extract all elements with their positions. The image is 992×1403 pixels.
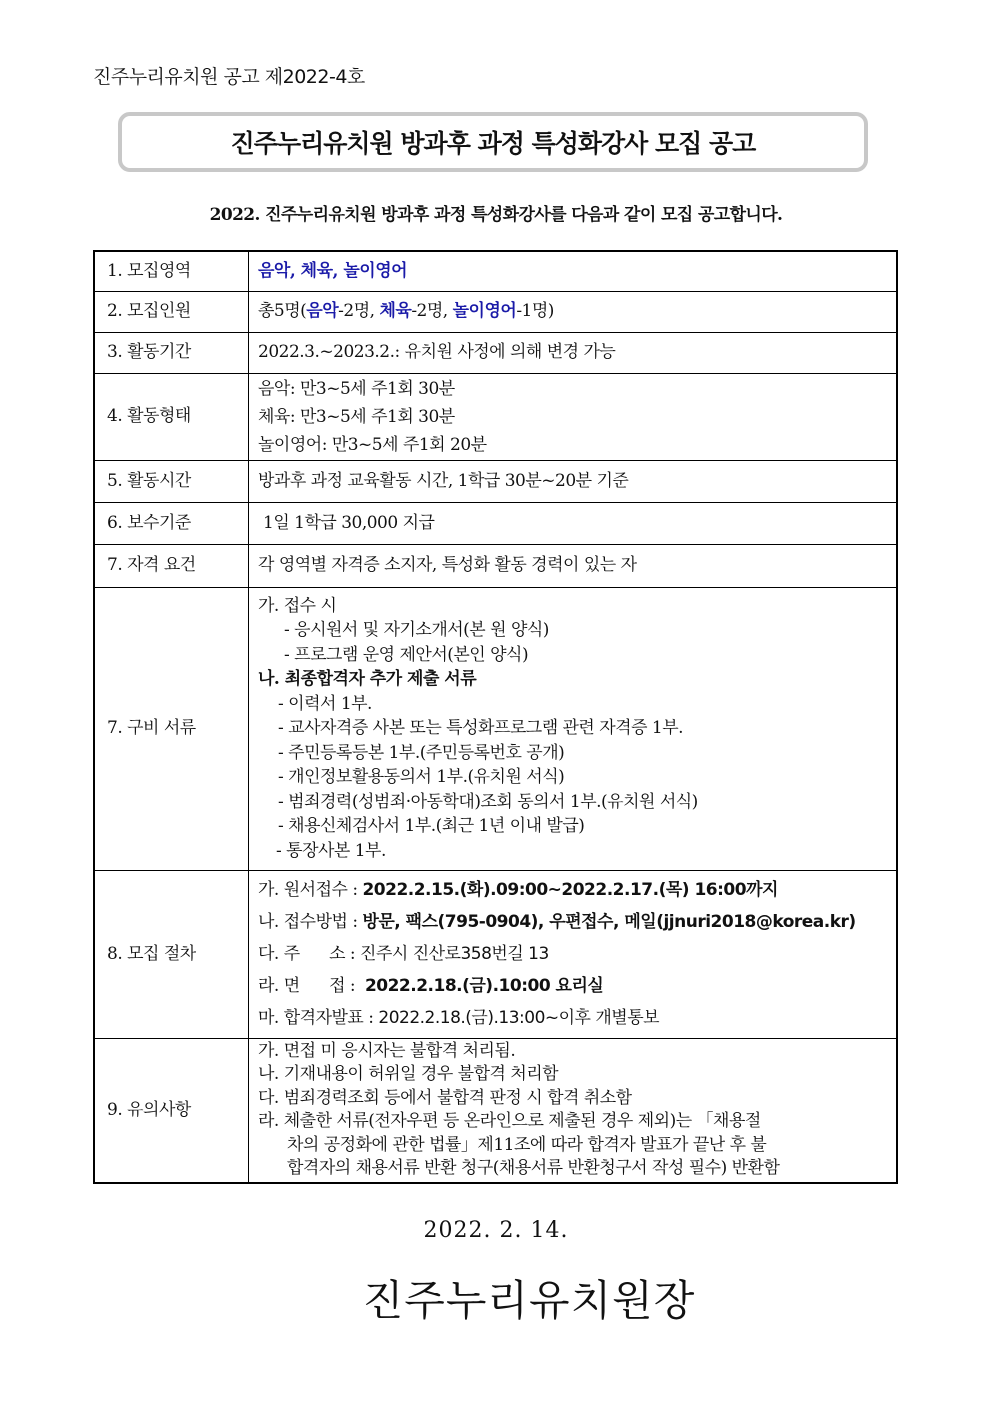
item-value: 진주시 진산로358번길 13: [360, 944, 549, 964]
list-item: 나. 기재내용이 허위일 경우 불합격 처리함: [258, 1064, 559, 1084]
recruit-count: [249, 291, 898, 332]
list-item: 라. 체출한 서류(전자우편 등 온라인으로 제출된 경우 제외)는 「채용절: [258, 1111, 761, 1131]
row-label: 5. 활동시간: [94, 460, 249, 502]
item-value: 2022.2.18.(금).13:00~이후 개별통보: [378, 1008, 660, 1028]
qualifications: 각 영역별 자격증 소지자, 특성화 활동 경력이 있는 자: [249, 544, 898, 587]
list-item: - 주민등록등본 1부.(주민등록번호 공개): [278, 742, 565, 763]
activity-format: [249, 373, 898, 460]
list-item: - 교사자격증 사본 또는 특성화프로그램 관련 자격증 1부.: [278, 718, 684, 739]
text-segment: -1명): [516, 301, 554, 322]
list-item: - 통장사본 1부.: [276, 840, 386, 861]
row-label: 8. 모집 절차: [94, 870, 249, 1038]
list-item: 음악: 만3~5세 주1회 30분: [258, 378, 455, 399]
item-key: 마. 합격자발표 :: [258, 1008, 379, 1028]
item-key: 나. 접수방법 :: [258, 912, 363, 932]
title-box: [118, 112, 868, 172]
field-music: 음악: [306, 301, 339, 322]
table-row: [94, 544, 897, 587]
table-row: [94, 332, 897, 373]
table-row: [94, 870, 897, 1038]
table-row: [94, 1038, 897, 1183]
item-key: 가. 원서접수 :: [258, 880, 363, 900]
table-row: [94, 460, 897, 502]
list-item: 가. 면접 미 응시자는 불합격 처리됨.: [258, 1040, 516, 1061]
list-item-continued: 차의 공정화에 관한 법률」제11조에 따라 합격자 발표가 끝난 후 불: [287, 1134, 767, 1155]
list-item: 체육: 만3~5세 주1회 30분: [258, 406, 455, 427]
recruit-fields: 음악, 체육, 놀이영어: [249, 251, 898, 291]
table-row: [94, 587, 897, 870]
list-item: 다. 범죄경력조회 등에서 불합격 판정 시 합격 취소함: [258, 1087, 632, 1108]
required-documents: [249, 587, 898, 870]
field-english: 놀이영어: [452, 301, 517, 322]
text-segment: -2명,: [411, 301, 453, 322]
list-item: - 채용신체검사서 1부.(최근 1년 이내 발급): [278, 816, 585, 837]
procedure-item: [258, 874, 890, 906]
notes: [249, 1038, 898, 1183]
row-label: 2. 모집인원: [94, 291, 249, 332]
activity-time: 방과후 과정 교육활동 시간, 1학급 30분~20분 기준: [249, 460, 898, 502]
row-label: 4. 활동형태: [94, 373, 249, 460]
table-row: [94, 291, 897, 332]
procedure-item: [258, 906, 890, 938]
recruitment-procedure: [249, 870, 898, 1038]
row-label: 7. 구비 서류: [94, 587, 249, 870]
page-title: 진주누리유치원 방과후 과정 특성화강사 모집 공고: [230, 129, 756, 158]
pay-standard: 1일 1학급 30,000 지급: [249, 502, 898, 544]
list-item: - 범죄경력(성범죄·아동학대)조회 동의서 1부.(유치원 서식): [278, 791, 698, 812]
table-row: [94, 502, 897, 544]
intro-text: 2022. 진주누리유치원 방과후 과정 특성화강사를 다음과 같이 모집 공고합니다.: [209, 205, 783, 225]
text-segment: -2명,: [338, 301, 380, 322]
procedure-item: [258, 1002, 890, 1034]
activity-period: 2022.3.~2023.2.: 유치원 사정에 의해 변경 가능: [249, 332, 898, 373]
row-label: 6. 보수기준: [94, 502, 249, 544]
table-row: [94, 373, 897, 460]
field-pe: 체육: [379, 301, 412, 322]
row-label: 9. 유의사항: [94, 1038, 249, 1183]
procedure-item: [258, 970, 890, 1002]
item-key: 라. 면 접 :: [258, 976, 365, 996]
list-heading: 나. 최종합격자 추가 제출 서류: [258, 669, 477, 690]
list-item: - 개인정보활용동의서 1부.(유치원 서식): [278, 767, 565, 788]
row-label: 1. 모집영역: [94, 251, 249, 291]
notice-date: 2022. 2. 14.: [423, 1218, 569, 1243]
recruitment-table: [93, 250, 898, 1184]
signer-name: 진주누리유치원장: [362, 1276, 696, 1325]
item-value: 방문, 팩스(795-0904), 우편접수, 메일(jjnuri2018@korea.kr): [362, 912, 856, 932]
list-item: 놀이영어: 만3~5세 주1회 20분: [258, 434, 487, 455]
procedure-item: [258, 938, 890, 970]
list-item: - 이력서 1부.: [278, 693, 372, 714]
list-item: - 프로그램 운영 제안서(본인 양식): [284, 644, 529, 665]
item-value: 2022.2.18.(금).10:00 요리실: [364, 976, 604, 996]
document-number: 진주누리유치원 공고 제2022-4호: [93, 66, 365, 88]
table-row: [94, 251, 897, 291]
list-heading: 가. 접수 시: [258, 595, 337, 616]
item-key: 다. 주 소 :: [258, 944, 361, 964]
list-item-continued: 합격자의 채용서류 반환 청구(채용서류 반환청구서 작성 필수) 반환함: [287, 1158, 780, 1178]
text-segment: 총5명(: [258, 301, 307, 322]
row-label: 7. 자격 요건: [94, 544, 249, 587]
item-value: 2022.2.15.(화).09:00~2022.2.17.(목) 16:00까지: [362, 880, 778, 900]
list-item: - 응시원서 및 자기소개서(본 원 양식): [284, 620, 549, 641]
row-label: 3. 활동기간: [94, 332, 249, 373]
